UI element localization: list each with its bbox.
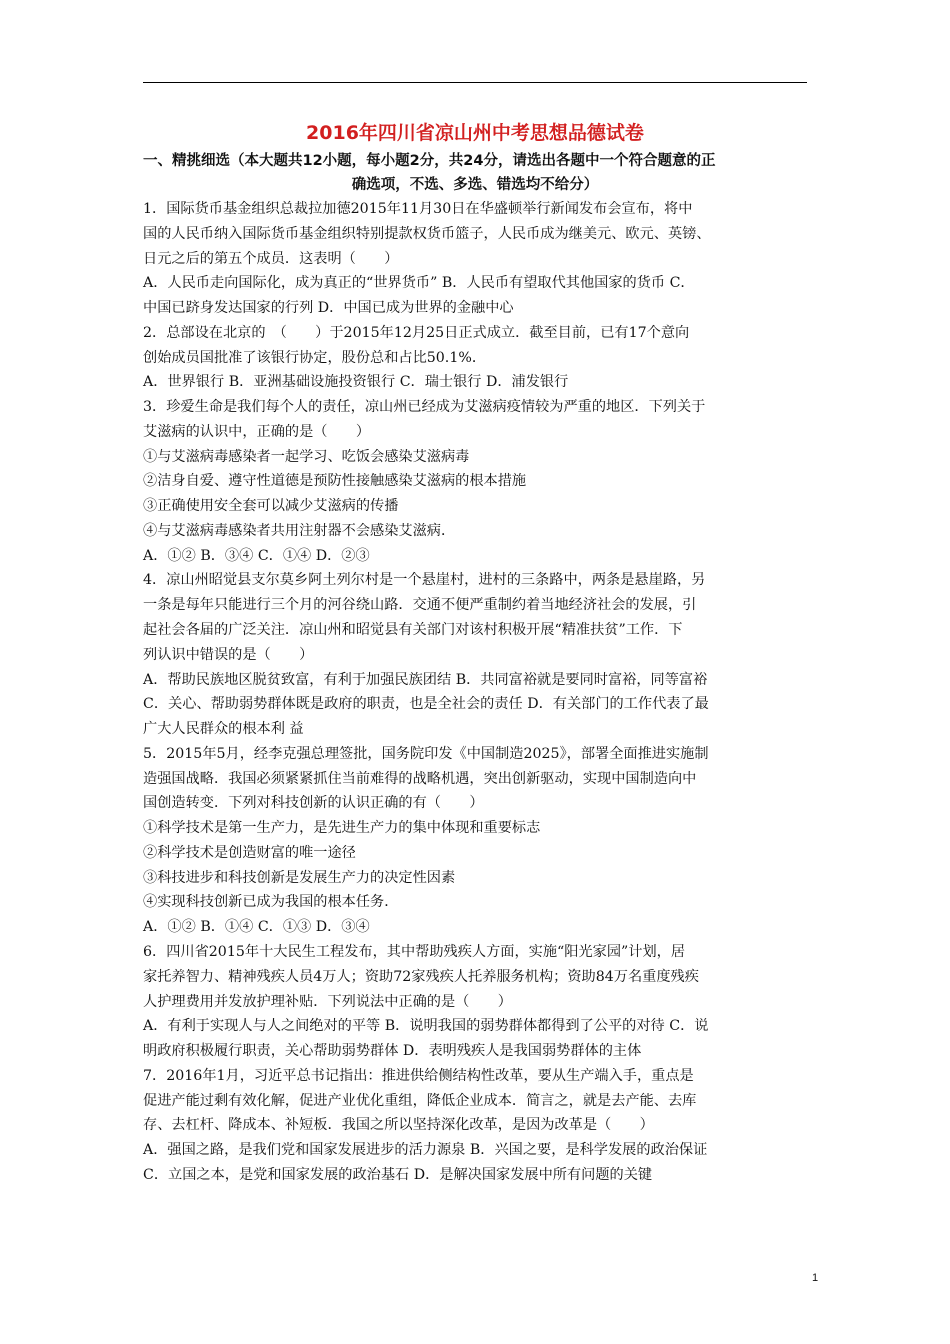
- text-line: ②科学技术是创造财富的唯一途径: [143, 844, 356, 861]
- text-line: A．人民币走向国际化，成为真正的“世界货币” B．人民币有望取代其他国家的货币 C．: [143, 275, 695, 292]
- text-line: 起社会各届的广泛关注．凉山州和昭觉县有关部门对该村积极开展“精准扶贫”工作．下: [143, 622, 683, 639]
- page-title: 2016年四川省凉山州中考思想品德试卷: [306, 122, 644, 144]
- text-line: 人护理费用并发放护理补贴．下列说法中正确的是（ ）: [143, 993, 512, 1010]
- text-line: ④实现科技创新已成为我国的根本任务．: [143, 894, 399, 911]
- text-line: C．关心、帮助弱势群体既是政府的职责，也是全社会的责任 D．有关部门的工作代表了最: [143, 696, 709, 713]
- text-line: 创始成员国批准了该银行协定，股份总和占比50.1%．: [143, 349, 487, 366]
- text-line: 中国已跻身发达国家的行列 D．中国已成为世界的金融中心: [143, 300, 514, 317]
- text-line: A．世界银行 B．亚洲基础设施投资银行 C．瑞士银行 D．浦发银行: [143, 374, 569, 391]
- text-line: 列认识中错误的是（ ）: [143, 646, 314, 663]
- text-line: ③正确使用安全套可以减少艾滋病的传播: [143, 498, 399, 515]
- text-line: A．①② B．③④ C．①④ D．②③: [143, 547, 370, 564]
- text-line: A．帮助民族地区脱贫致富，有利于加强民族团结 B．共同富裕就是要同时富裕，同等富裕: [143, 671, 708, 688]
- text-line: A．强国之路，是我们党和国家发展进步的活力源泉 B．兴国之要，是科学发展的政治保证: [143, 1142, 708, 1159]
- text-line: 国创造转变．下列对科技创新的认识正确的有（ ）: [143, 795, 484, 812]
- section-heading-line-1: 一、精挑细选（本大题共12小题，每小题2分，共24分，请选出各题中一个符合题意的正: [143, 153, 716, 169]
- text-line: ②洁身自爱、遵守性道德是预防性接触感染艾滋病的根本措施: [143, 473, 527, 490]
- header-rule: [143, 82, 807, 83]
- page-number: 1: [812, 1272, 819, 1284]
- text-line: ①科学技术是第一生产力，是先进生产力的集中体现和重要标志: [143, 820, 541, 837]
- text-line: 3．珍爱生命是我们每个人的责任，凉山州已经成为艾滋病疫情较为严重的地区．下列关于: [143, 399, 706, 416]
- text-line: 国的人民币纳入国际货币基金组织特别提款权货币篮子，人民币成为继美元、欧元、英镑、: [143, 225, 711, 242]
- text-line: 一条是每年只能进行三个月的河谷绕山路．交通不便严重制约着当地经济社会的发展，引: [143, 597, 697, 614]
- text-line: ③科技进步和科技创新是发展生产力的决定性因素: [143, 869, 456, 886]
- text-line: 广大人民群众的根本利 益: [143, 721, 304, 738]
- text-line: 造强国战略．我国必须紧紧抓住当前难得的战略机遇，突出创新驱动，实现中国制造向中: [143, 770, 697, 787]
- text-line: 5．2015年5月，经李克强总理签批，国务院印发《中国制造2025》，部署全面推进实施制: [143, 745, 709, 762]
- text-line: 艾滋病的认识中，正确的是（ ）: [143, 423, 371, 440]
- text-line: 家托养智力、精神残疾人员4万人；资助72家残疾人托养服务机构；资助84万名重度残疾: [143, 968, 699, 985]
- text-line: ①与艾滋病毒感染者一起学习、吃饭会感染艾滋病毒: [143, 448, 470, 465]
- text-line: ④与艾滋病毒感染者共用注射器不会感染艾滋病．: [143, 522, 456, 539]
- text-line: C．立国之本，是党和国家发展的政治基石 D．是解决国家发展中所有问题的关键: [143, 1166, 653, 1183]
- text-line: 存、去杠杆、降成本、补短板．我国之所以坚持深化改革，是因为改革是（ ）: [143, 1117, 654, 1134]
- question-body: [143, 197, 807, 1188]
- text-line: A．有利于实现人与人之间绝对的平等 B．说明我国的弱势群体都得到了公平的对待 C．说: [143, 1018, 709, 1035]
- text-line: 日元之后的第五个成员．这表明（ ）: [143, 250, 399, 267]
- text-line: 促进产能过剩有效化解，促进产业优化重组，降低企业成本．简言之，就是去产能、去库: [143, 1092, 697, 1109]
- text-line: 明政府积极履行职责，关心帮助弱势群体 D．表明残疾人是我国弱势群体的主体: [143, 1043, 642, 1060]
- text-line: 1．国际货币基金组织总裁拉加德2015年11月30日在华盛顿举行新闻发布会宣布，将中: [143, 201, 693, 217]
- text-line: A．①② B．①④ C．①③ D．③④: [143, 919, 370, 936]
- text-line: 2．总部设在北京的 （ ）于2015年12月25日正式成立．截至目前，已有17个意向: [143, 324, 690, 341]
- text-line: 6．四川省2015年十大民生工程发布，其中帮助残疾人方面，实施“阳光家园”计划，居: [143, 943, 686, 960]
- section-heading-line-2: 确选项，不选、多选、错选均不给分）: [351, 177, 599, 193]
- text-line: 4．凉山州昭觉县支尔莫乡阿土列尔村是一个悬崖村，进村的三条路中，两条是悬崖路，另: [143, 572, 706, 589]
- text-line: 7．2016年1月，习近平总书记指出：推进供给侧结构性改革，要从生产端入手，重点是: [143, 1067, 694, 1084]
